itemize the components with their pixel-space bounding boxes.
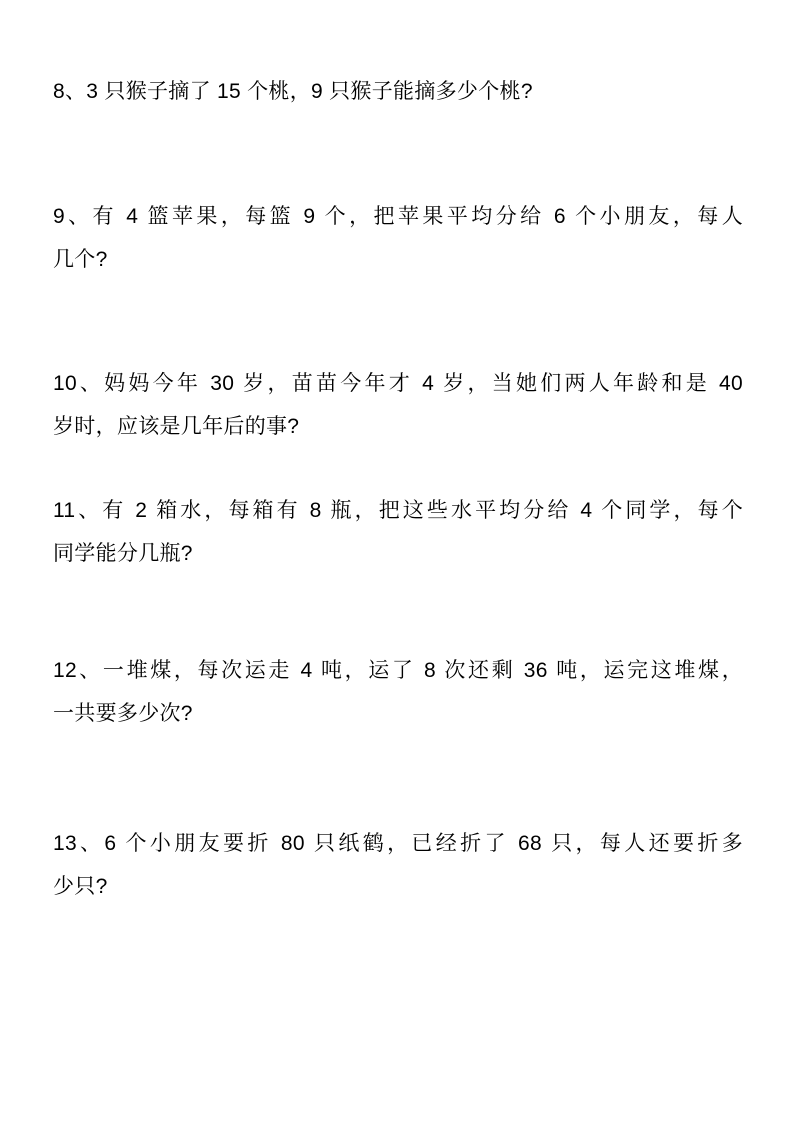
problem-9-line-2: 几个?	[53, 248, 108, 271]
problem-8-line-1: 8、3 只猴子摘了 15 个桃，9 只猴子能摘多少个桃?	[53, 80, 533, 103]
problem-11-line-2: 同学能分几瓶?	[53, 542, 193, 565]
problem-9-line-1: 9、有 4 篮苹果，每篮 9 个，把苹果平均分给 6 个小朋友，每人	[53, 205, 743, 228]
problem-13	[53, 822, 743, 908]
problem-10-line-1: 10、妈妈今年 30 岁，苗苗今年才 4 岁，当她们两人年龄和是 40	[53, 372, 743, 395]
problem-13-line-2: 少只?	[53, 875, 108, 898]
problem-10-line-2: 岁时，应该是几年后的事?	[53, 415, 300, 438]
problem-8	[53, 70, 743, 113]
problem-12	[53, 649, 743, 735]
problem-11-line-1: 11、有 2 箱水，每箱有 8 瓶，把这些水平均分给 4 个同学，每个	[53, 499, 743, 522]
problem-12-line-2: 一共要多少次?	[53, 702, 193, 725]
problem-12-line-1: 12、一堆煤，每次运走 4 吨，运了 8 次还剩 36 吨，运完这堆煤，	[53, 659, 743, 682]
problem-13-line-1: 13、6 个小朋友要折 80 只纸鹤，已经折了 68 只，每人还要折多	[53, 832, 743, 855]
problem-11	[53, 489, 743, 575]
problem-9	[53, 195, 743, 281]
problem-10	[53, 362, 743, 448]
